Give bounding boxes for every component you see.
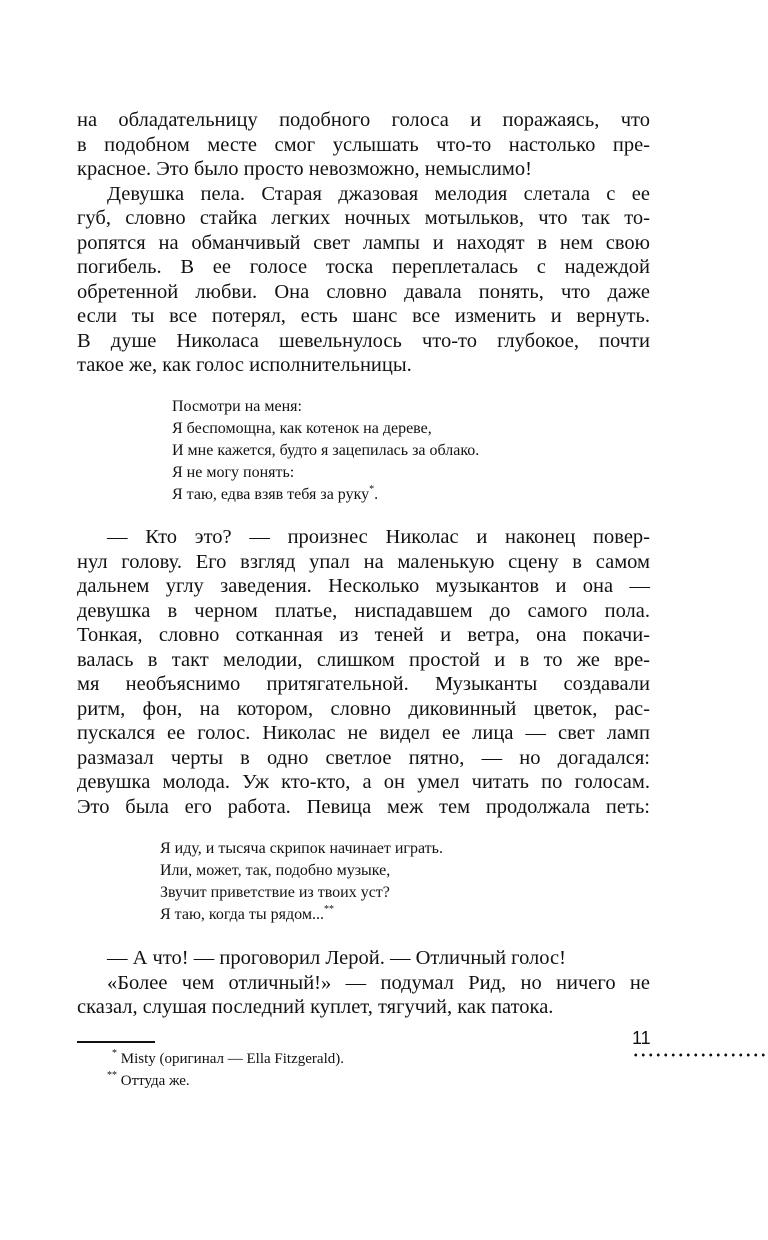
poem-line [172, 484, 479, 506]
poem-line: Или, может, так, подобно музыке, [160, 862, 391, 879]
text-line: — А что! — проговорил Лерой. — Отличный голос! [107, 947, 566, 969]
poem-line: Я иду, и тысяча скрипок начинает играть. [160, 840, 443, 857]
footnote-text: Оттуда же. [120, 1073, 190, 1089]
poem-1 [172, 396, 479, 506]
poem-line-text: Я таю, едва взяв тебя за руку [172, 486, 370, 503]
text-line: в подобном месте смог услышать что-то настолько пре- [77, 133, 650, 156]
page-number: 11 [632, 1028, 651, 1048]
footnote-1 [112, 1048, 344, 1070]
text-line: размазал черты в одно светлое пятно, — но догадался: [77, 746, 650, 769]
text-line: мя необъяснимо притягательной. Музыканты создавали [77, 673, 650, 695]
text-line: нул голову. Его взгляд упал на маленькую сцену в самом [77, 550, 650, 573]
page-number-dotted-rule [632, 1053, 768, 1057]
text-line: валась в такт мелодии, слишком простой и в то же вре- [77, 648, 650, 671]
text-line: обретенной любви. Она словно давала понять, что даже [77, 280, 650, 303]
poem-line [160, 904, 443, 926]
paragraph-1 [77, 108, 650, 378]
text-line: девушка в черном платье, ниспадавшем до самого пола. [77, 599, 650, 622]
text-line: губ, словно стайка легких ночных мотыльков, что так то- [77, 207, 650, 229]
text-line: В душе Николаса шевельнулось что-то глубокое, почти [77, 329, 650, 352]
poem-2 [160, 838, 443, 926]
poem-line: И мне кажется, будто я зацепилась за облако. [172, 442, 480, 459]
poem-line: Звучит приветствие из твоих уст? [160, 884, 390, 901]
text-line: Тонкая, словно сотканная из теней и ветра, она покачи- [77, 624, 650, 646]
text-line: красное. Это было просто невозможно, немыслимо! [77, 158, 532, 180]
text-line: — Кто это? — произнес Николас и наконец повер- [107, 526, 650, 548]
paragraph-3 [77, 525, 650, 819]
text-line: если ты все потерял, есть шанс все изменить и вернуть. [77, 305, 650, 327]
text-line: пускался ее голос. Николас не видел ее лица — свет ламп [77, 722, 650, 744]
text-line: Девушка пела. Старая джазовая мелодия слетала с ее [107, 182, 650, 205]
footnote-mark: ** [107, 1070, 117, 1081]
footnote-2 [107, 1070, 190, 1092]
paragraph-4 [77, 946, 650, 1020]
poem-line: Я беспомощна, как котенок на дереве, [172, 420, 432, 437]
text-line: ритм, фон, на котором, словно диковинный цветок, рас- [77, 697, 650, 720]
text-line: погибель. В ее голосе тоска переплеталась с надеждой [77, 256, 650, 278]
text-line: «Более чем отличный!» — подумал Рид, но ничего не [107, 971, 650, 994]
text-line: на обладательницу подобного голоса и поражаясь, что [77, 109, 650, 131]
text-line: сказал, слушая последний куплет, тягучий, как патока. [77, 996, 554, 1018]
poem-line: Посмотри на меня: [172, 398, 302, 415]
text-line: девушка молода. Уж кто-кто, а он умел читать по голосам. [77, 771, 650, 793]
footnote-mark: ** [323, 904, 334, 915]
text-line: Это была его работа. Певица меж тем продолжала петь: [77, 795, 650, 818]
text-line: дальнем углу заведения. Несколько музыкантов и она — [77, 575, 650, 597]
footnote-mark: * [112, 1048, 117, 1059]
poem-line-end: . [374, 486, 379, 503]
poem-line-text: Я таю, когда ты рядом... [160, 906, 324, 923]
text-line: такое же, как голос исполнительницы. [77, 354, 412, 376]
text-line: ропятся на обманчивый свет лампы и находят в нем свою [77, 231, 650, 254]
footnote-mark: * [369, 484, 375, 495]
footnote-text: Misty (оригинал — Ella Fitzgerald). [120, 1051, 344, 1067]
footnote-divider [77, 1041, 155, 1043]
poem-line: Я не могу понять: [172, 464, 295, 481]
